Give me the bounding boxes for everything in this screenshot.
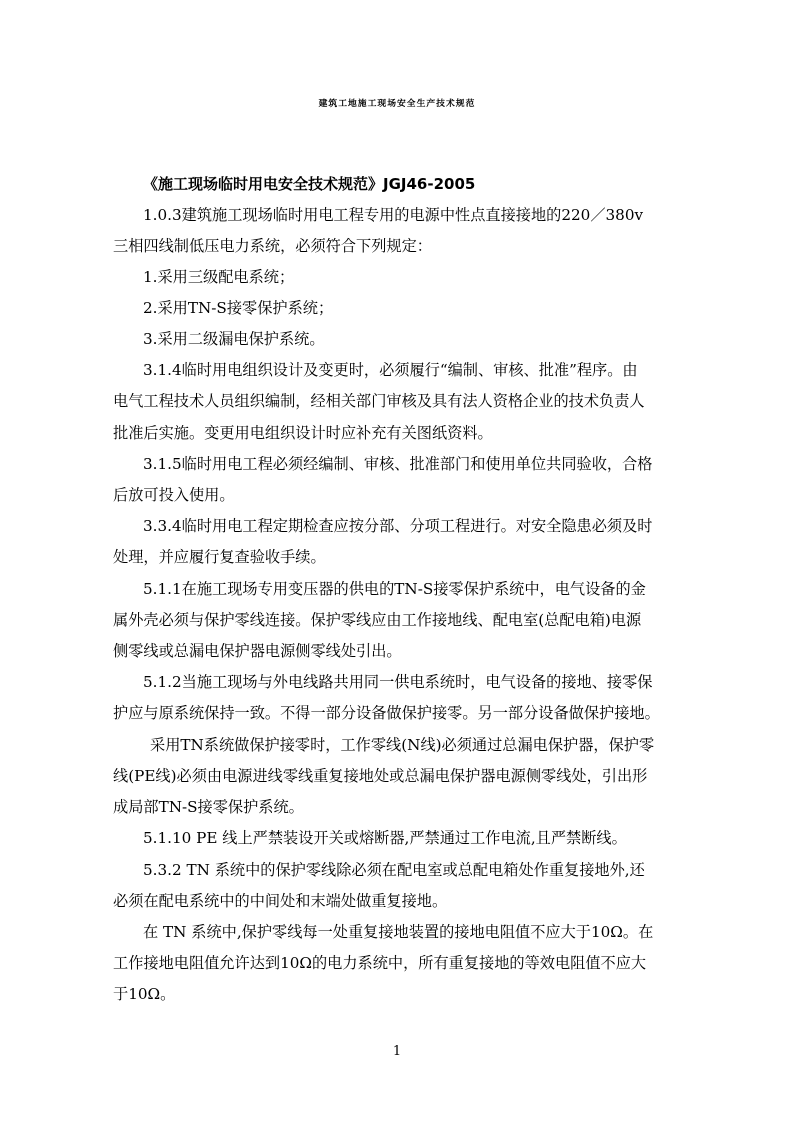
paragraph-line: 线(PE线)必须由电源进线零线重复接地处或总漏电保护器电源侧零线处，引出形 — [113, 767, 648, 785]
paragraph-line: 侧零线或总漏电保护器电源侧零线处引出。 — [113, 642, 402, 660]
paragraph-line: 在 TN 系统中,保护零线每一处重复接地装置的接地电阻值不应大于10Ω。在 — [143, 923, 654, 941]
paragraph-line: 3.1.4临时用电组织设计及变更时，必须履行“编制、审核、批准”程序。由 — [143, 361, 638, 379]
paragraph-line: 电气工程技术人员组织编制，经相关部门审核及具有法人资格企业的技术负责人 — [113, 392, 645, 410]
list-item: 1.采用三级配电系统； — [143, 268, 295, 286]
list-item: 3.采用二级漏电保护系统。 — [143, 330, 325, 348]
paragraph-line: 5.1.10 PE 线上严禁装设开关或熔断器,严禁通过工作电流,且严禁断线。 — [143, 829, 627, 847]
paragraph-line: 护应与原系统保持一致。不得一部分设备做保护接零。另一部分设备做保护接地。 — [113, 704, 660, 722]
standard-reference: 《施工现场临时用电安全技术规范》JGJ46-2005 — [143, 175, 476, 193]
paragraph-line: 3.3.4临时用电工程定期检查应按分部、分项工程进行。对安全隐患必须及时 — [143, 517, 653, 535]
paragraph-line: 批准后实施。变更用电组织设计时应补充有关图纸资料。 — [113, 424, 493, 442]
paragraph-line: 5.3.2 TN 系统中的保护零线除必须在配电室或总配电箱处作重复接地外,还 — [143, 861, 645, 879]
paragraph-line: 1.0.3建筑施工现场临时用电工程专用的电源中性点直接接地的220／380v — [143, 206, 644, 224]
paragraph-line: 属外壳必须与保护零线连接。保护零线应由工作接地线、配电室(总配电箱)电源 — [113, 611, 642, 629]
paragraph-line: 采用TN系统做保护接零时，工作零线(N线)必须通过总漏电保护器，保护零 — [150, 736, 655, 754]
page-title: 建筑工地施工现场安全生产技术规范 — [318, 99, 476, 109]
paragraph-line: 5.1.2当施工现场与外电线路共用同一供电系统时，电气设备的接地、接零保 — [143, 673, 653, 691]
paragraph-line: 3.1.5临时用电工程必须经编制、审核、批准部门和使用单位共同验收，合格 — [143, 455, 653, 473]
paragraph-line: 5.1.1在施工现场专用变压器的供电的TN-S接零保护系统中，电气设备的金 — [143, 580, 646, 598]
paragraph-line: 三相四线制低压电力系统，必须符合下列规定： — [113, 237, 432, 255]
paragraph-line: 后放可投入使用。 — [113, 486, 235, 504]
page-number: 1 — [392, 1044, 402, 1059]
paragraph-line: 成局部TN-S接零保护系统。 — [113, 798, 304, 816]
paragraph-line: 工作接地电阻值允许达到10Ω的电力系统中，所有重复接地的等效电阻值不应大 — [113, 954, 647, 972]
paragraph-line: 必须在配电系统中的中间处和末端处做重复接地。 — [113, 892, 448, 910]
paragraph-line: 处理，并应履行复查验收手续。 — [113, 548, 326, 566]
list-item: 2.采用TN-S接零保护系统； — [143, 299, 334, 317]
paragraph-line: 于10Ω。 — [113, 985, 176, 1003]
